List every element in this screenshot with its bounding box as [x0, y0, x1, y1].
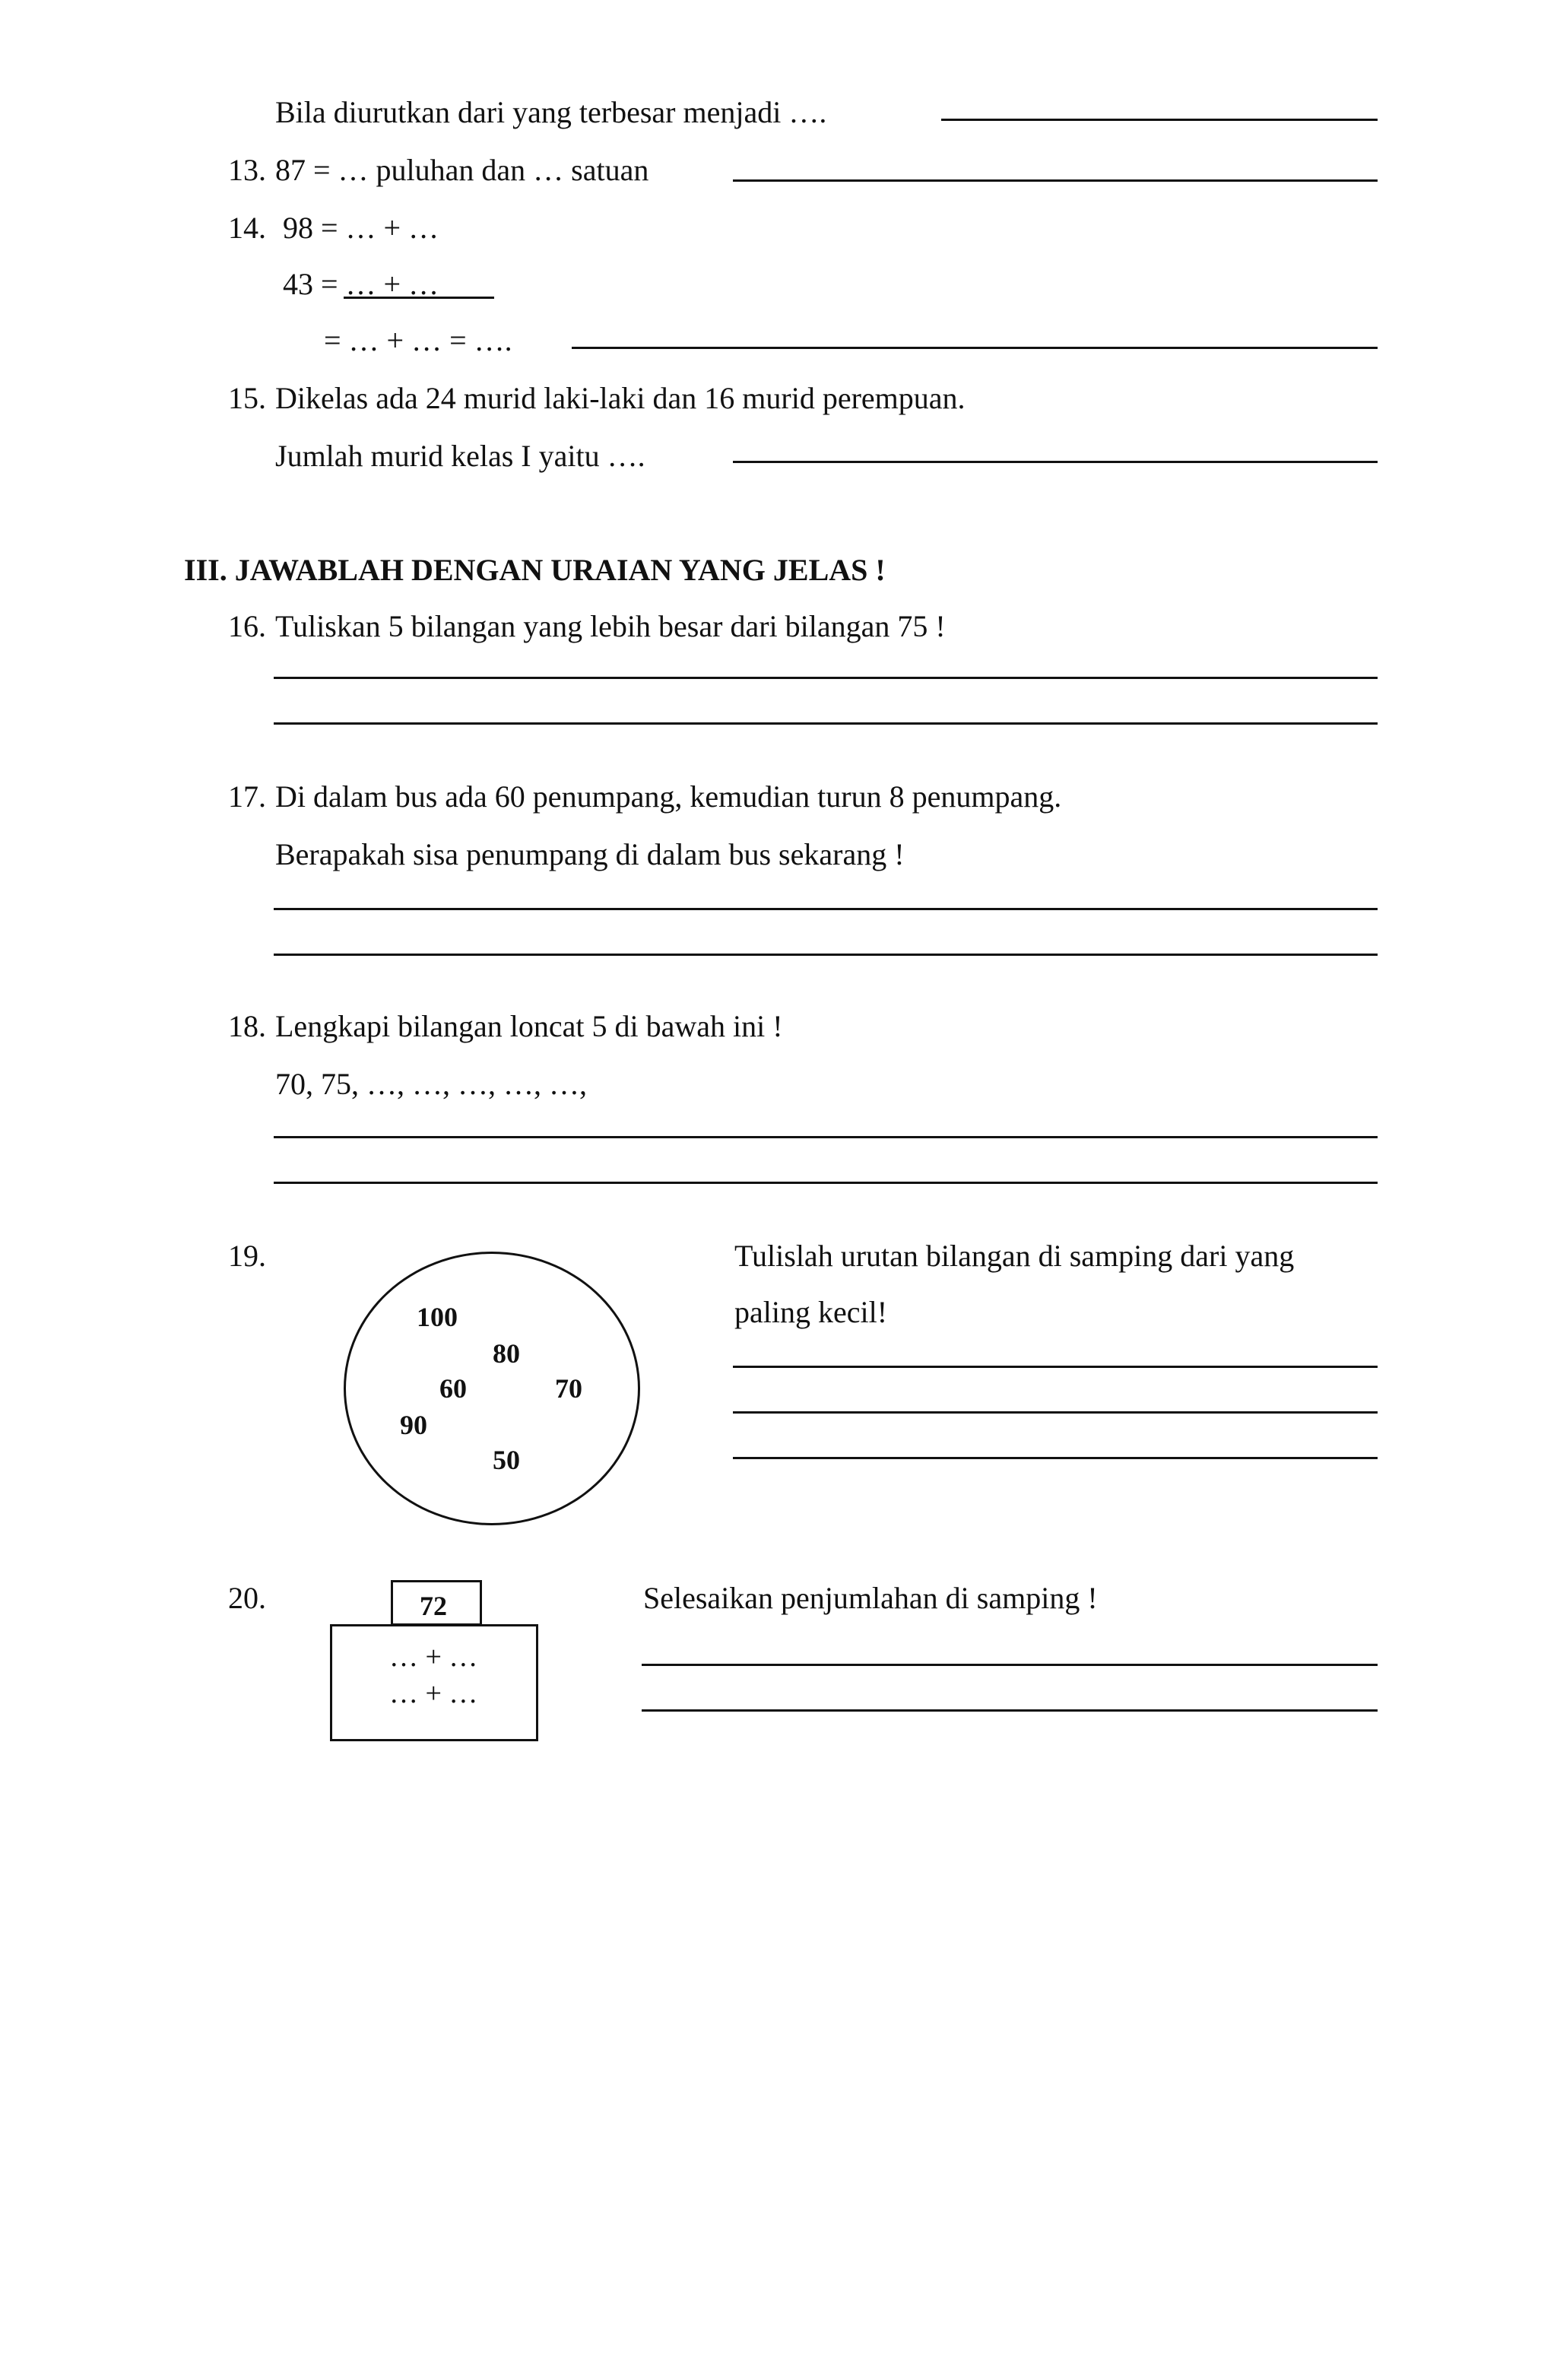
q17-line2: Berapakah sisa penumpang di dalam bus sekarang ! [275, 837, 905, 871]
q13-text: 87 = … puluhan dan … satuan [275, 153, 649, 187]
q13-answer-line[interactable] [733, 179, 1378, 182]
q14-answer-line[interactable] [572, 347, 1378, 349]
q20-box-line2: … + … [389, 1677, 478, 1709]
q18-line2: 70, 75, …, …, …, …, …, [275, 1067, 587, 1101]
q19-number: 19. [228, 1239, 266, 1273]
q20-box-line1: … + … [389, 1641, 478, 1673]
q19-circle-number: 90 [400, 1410, 427, 1440]
q17-line1: Di dalam bus ada 60 penumpang, kemudian turun 8 penumpang. [275, 779, 1062, 814]
q19-answer-line-3[interactable] [733, 1457, 1378, 1459]
q20-number: 20. [228, 1581, 266, 1615]
q17-answer-line-2[interactable] [274, 954, 1378, 956]
q14-line2-underline [344, 297, 494, 299]
q17-answer-line-1[interactable] [274, 908, 1378, 910]
q16-answer-line-2[interactable] [274, 722, 1378, 725]
q16-answer-line-1[interactable] [274, 677, 1378, 679]
q14-line3: = … + … = …. [324, 323, 512, 357]
q18-answer-line-1[interactable] [274, 1136, 1378, 1138]
q19-circle-number: 80 [493, 1338, 520, 1369]
q13-number: 13. [228, 153, 266, 187]
q18-answer-line-2[interactable] [274, 1182, 1378, 1184]
q16-number: 16. [228, 609, 266, 643]
q19-line1: Tulislah urutan bilangan di samping dari yang [734, 1239, 1295, 1273]
q14-line2: 43 = … + … [283, 267, 439, 301]
q15-answer-line[interactable] [733, 461, 1378, 463]
q12-answer-line[interactable] [941, 119, 1378, 121]
q19-circle-number: 60 [439, 1373, 467, 1404]
q19-answer-line-2[interactable] [733, 1411, 1378, 1414]
q19-number-circle [344, 1252, 640, 1525]
q19-circle-number: 70 [555, 1373, 582, 1404]
q15-number: 15. [228, 381, 266, 415]
q18-number: 18. [228, 1009, 266, 1043]
q19-circle-number: 50 [493, 1445, 520, 1475]
q14-line1: 98 = … + … [283, 211, 439, 245]
q20-top-box-value: 72 [420, 1591, 447, 1621]
q19-answer-line-1[interactable] [733, 1366, 1378, 1368]
q20-text: Selesaikan penjumlahan di samping ! [643, 1581, 1098, 1615]
q14-number: 14. [228, 211, 266, 245]
q12-text-line2: Bila diurutkan dari yang terbesar menjadi …. [275, 95, 827, 129]
q15-line1: Dikelas ada 24 murid laki-laki dan 16 murid perempuan. [275, 381, 966, 415]
section-3-heading: III. JAWABLAH DENGAN URAIAN YANG JELAS ! [184, 553, 886, 587]
q19-line2: paling kecil! [734, 1295, 888, 1329]
q15-line2: Jumlah murid kelas I yaitu …. [275, 439, 645, 473]
q17-number: 17. [228, 779, 266, 814]
q20-answer-line-1[interactable] [642, 1664, 1378, 1666]
q20-answer-line-2[interactable] [642, 1709, 1378, 1712]
q18-line1: Lengkapi bilangan loncat 5 di bawah ini ! [275, 1009, 783, 1043]
q19-circle-number: 100 [417, 1302, 458, 1332]
q16-text: Tuliskan 5 bilangan yang lebih besar dari bilangan 75 ! [275, 609, 946, 643]
